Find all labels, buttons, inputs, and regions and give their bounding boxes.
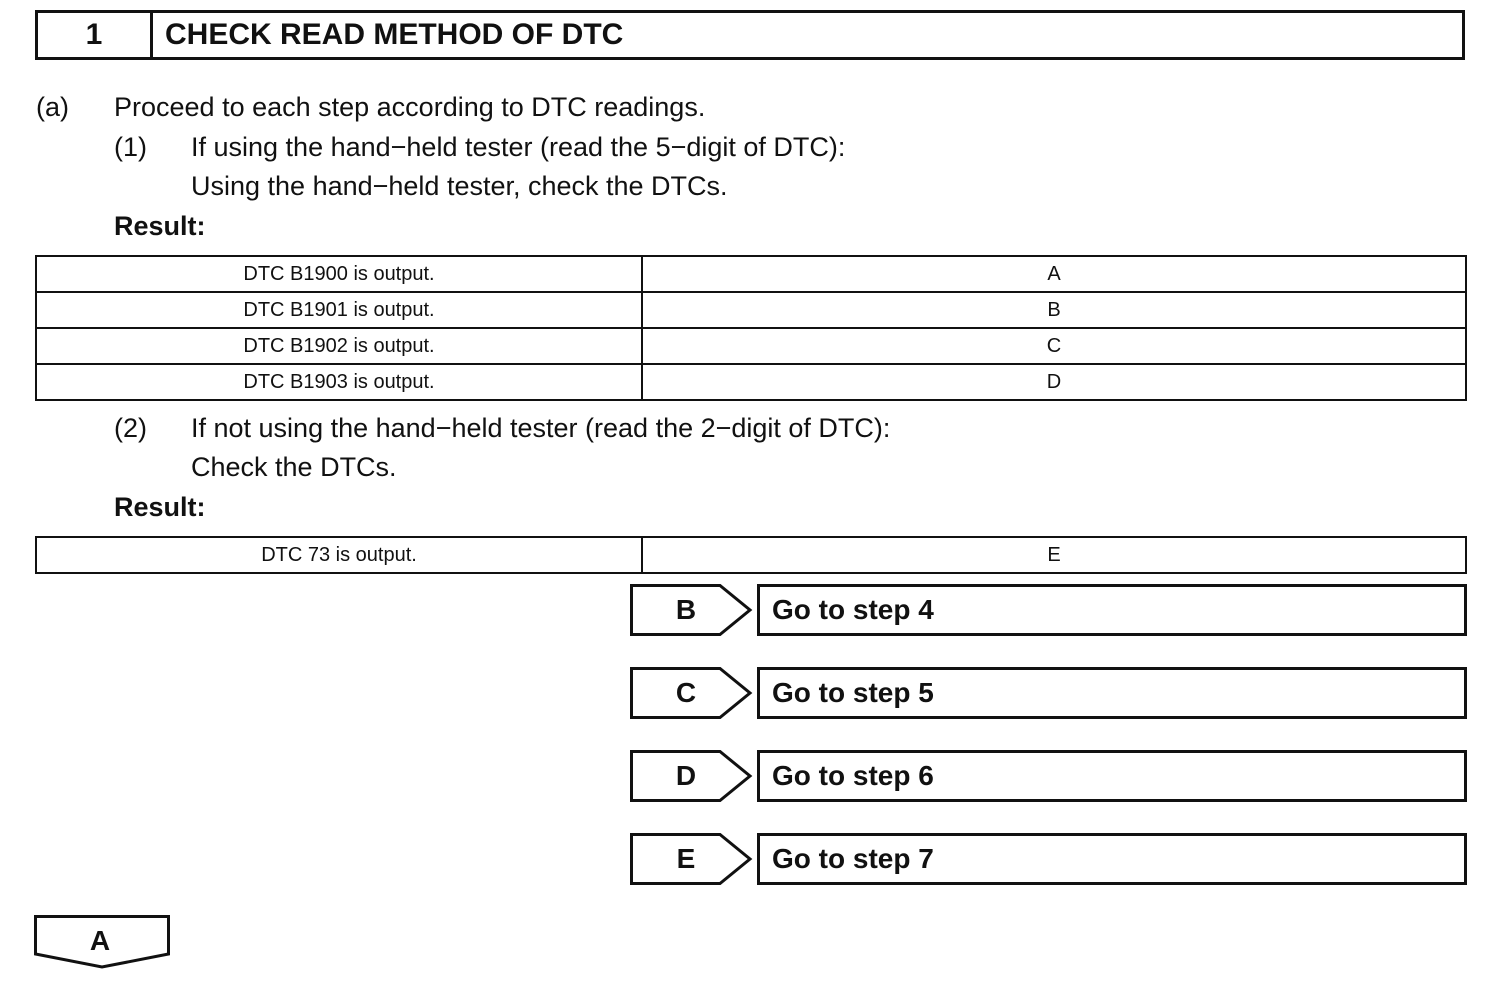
table-row	[36, 537, 1466, 573]
table-cell-result: E	[642, 537, 1466, 573]
branch-tag-label: B	[675, 594, 697, 625]
table-cell-condition: DTC B1902 is output.	[36, 328, 642, 364]
instruction-2-text: If not using the hand−held tester (read the 2−digit of DTC):	[191, 413, 891, 443]
continue-tag-label: A	[89, 925, 111, 956]
table-cell-result: A	[642, 256, 1466, 292]
branch-e[interactable]	[630, 833, 1467, 885]
branch-c[interactable]	[630, 667, 1467, 719]
table-row	[36, 328, 1466, 364]
table-cell-condition: DTC B1901 is output.	[36, 292, 642, 328]
table-row	[36, 256, 1466, 292]
table-row	[36, 364, 1466, 400]
instruction-a-marker: (a)	[36, 92, 69, 122]
go-to-step-box: Go to step 7	[757, 833, 1467, 885]
branch-d[interactable]	[630, 750, 1467, 802]
branch-tag-label: C	[675, 677, 697, 708]
result-label-1: Result:	[114, 211, 206, 241]
go-to-step-box: Go to step 4	[757, 584, 1467, 636]
result-table-2	[35, 536, 1467, 574]
instruction-a-text: Proceed to each step according to DTC readings.	[114, 92, 706, 122]
table-cell-result: C	[642, 328, 1466, 364]
step-header	[35, 10, 1465, 60]
branch-tag-label: E	[676, 843, 696, 874]
branch-tag-label: D	[675, 760, 697, 791]
result-table-1	[35, 255, 1467, 401]
table-cell-condition: DTC B1900 is output.	[36, 256, 642, 292]
step-number: 1	[38, 13, 153, 57]
instruction-1-sub: Using the hand−held tester, check the DTCs.	[191, 171, 728, 201]
result-label-2: Result:	[114, 492, 206, 522]
go-to-step-box: Go to step 6	[757, 750, 1467, 802]
table-cell-result: B	[642, 292, 1466, 328]
table-cell-condition: DTC B1903 is output.	[36, 364, 642, 400]
instruction-1-text: If using the hand−held tester (read the 5−digit of DTC):	[191, 132, 846, 162]
instruction-1-marker: (1)	[114, 132, 147, 162]
instruction-2-marker: (2)	[114, 413, 147, 443]
table-cell-result: D	[642, 364, 1466, 400]
continue-tag-a[interactable]	[34, 915, 172, 970]
branch-b[interactable]	[630, 584, 1467, 636]
instruction-2-sub: Check the DTCs.	[191, 452, 397, 482]
step-title: CHECK READ METHOD OF DTC	[165, 18, 624, 51]
go-to-step-box: Go to step 5	[757, 667, 1467, 719]
table-cell-condition: DTC 73 is output.	[36, 537, 642, 573]
table-row	[36, 292, 1466, 328]
